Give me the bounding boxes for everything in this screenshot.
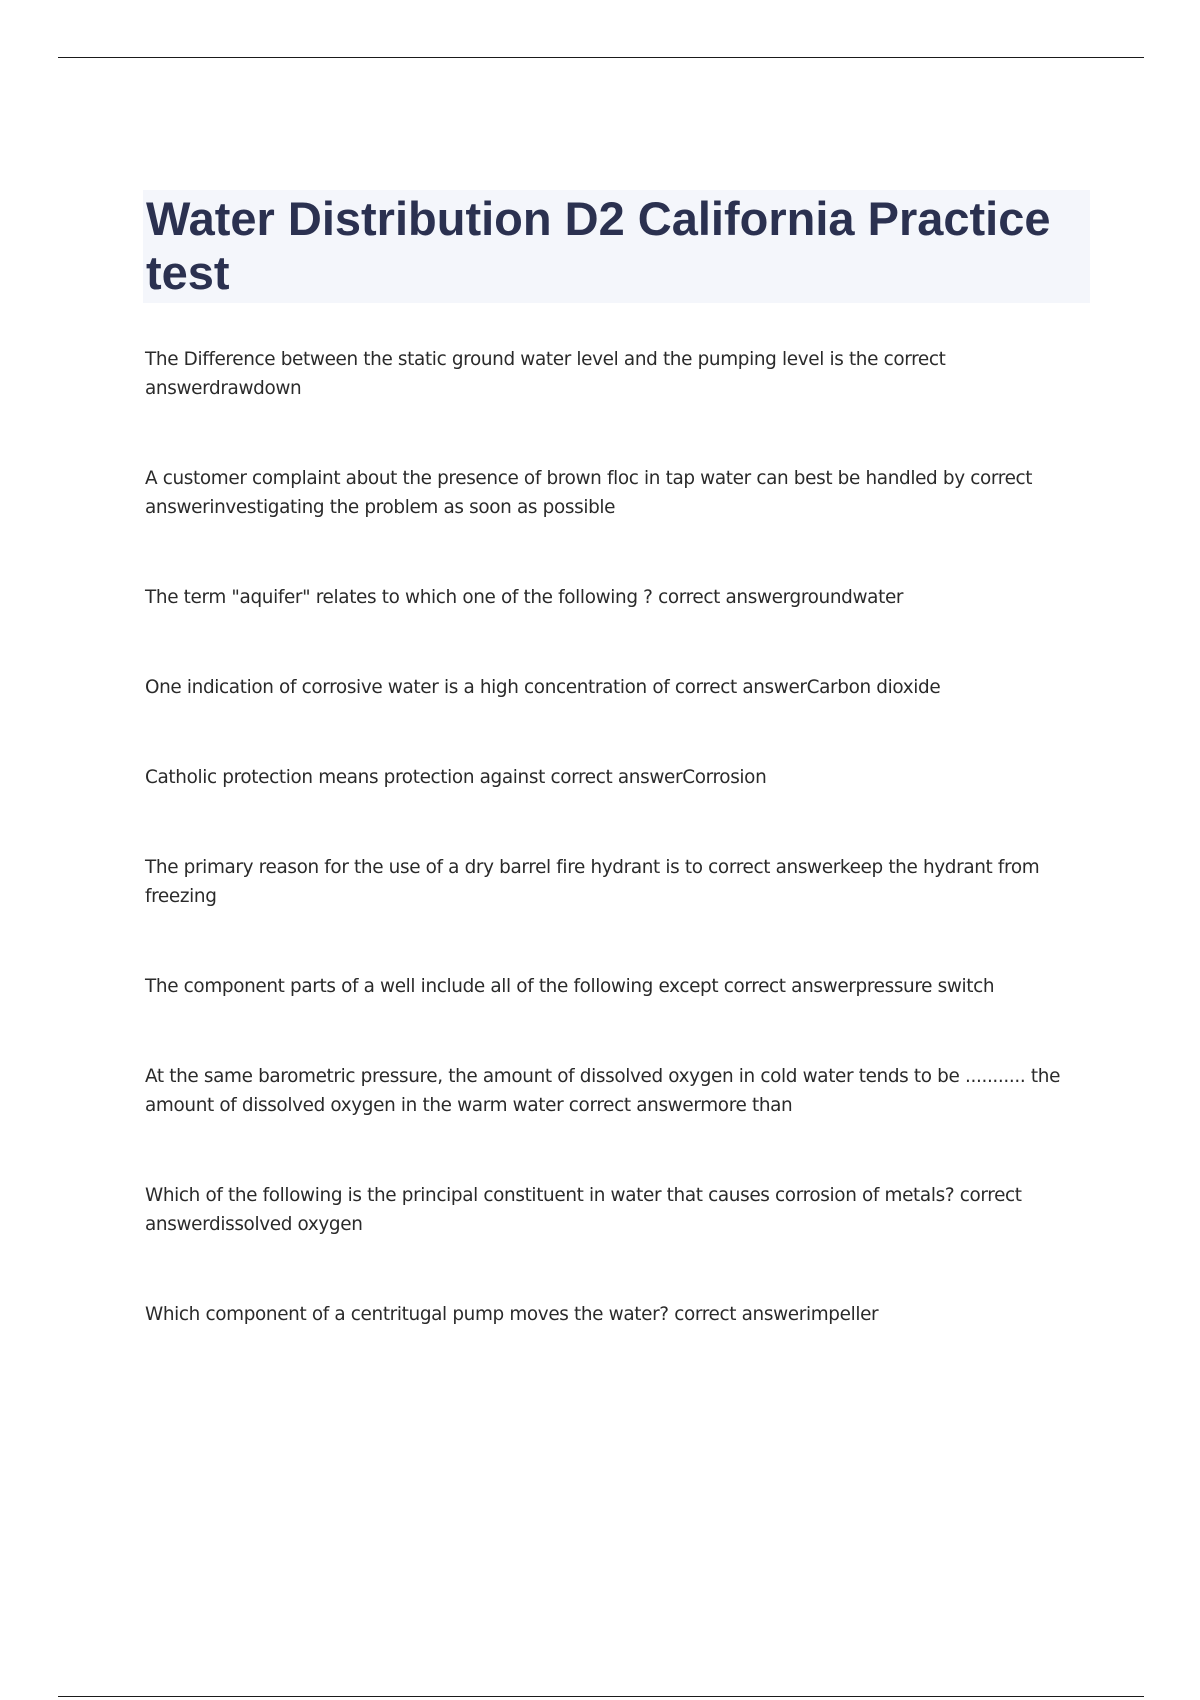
list-item: Which of the following is the principal constituent in water that causes corrosion of metals? correct answerdissolved oxygen (145, 1185, 1022, 1235)
list-item: The primary reason for the use of a dry barrel fire hydrant is to correct answerkeep the hydrant from freezing (145, 857, 1040, 907)
list-item: Which component of a centritugal pump moves the water? correct answerimpeller (145, 1304, 879, 1325)
bottom-rule (58, 1696, 1144, 1697)
top-rule (58, 57, 1144, 58)
list-item: The Difference between the static ground water level and the pumping level is the correct answerdrawdown (145, 349, 946, 399)
question-list (145, 345, 1085, 1329)
list-item: The term "aquifer" relates to which one of the following ? correct answergroundwater (145, 587, 904, 608)
list-item: One indication of corrosive water is a high concentration of correct answerCarbon dioxide (145, 677, 941, 698)
list-item: A customer complaint about the presence of brown floc in tap water can best be handled by correct answerinvestigating the problem as soon as possible (145, 468, 1033, 518)
list-item: Catholic protection means protection against correct answerCorrosion (145, 767, 767, 788)
list-item: The component parts of a well include all of the following except correct answerpressure switch (145, 976, 995, 997)
page-title: Water Distribution D2 California Practice test (146, 192, 1051, 299)
list-item: At the same barometric pressure, the amount of dissolved oxygen in cold water tends to be ........... the amount of dissolved oxygen in the warm water correct answermore than (145, 1066, 1061, 1116)
title-box (143, 190, 1090, 303)
